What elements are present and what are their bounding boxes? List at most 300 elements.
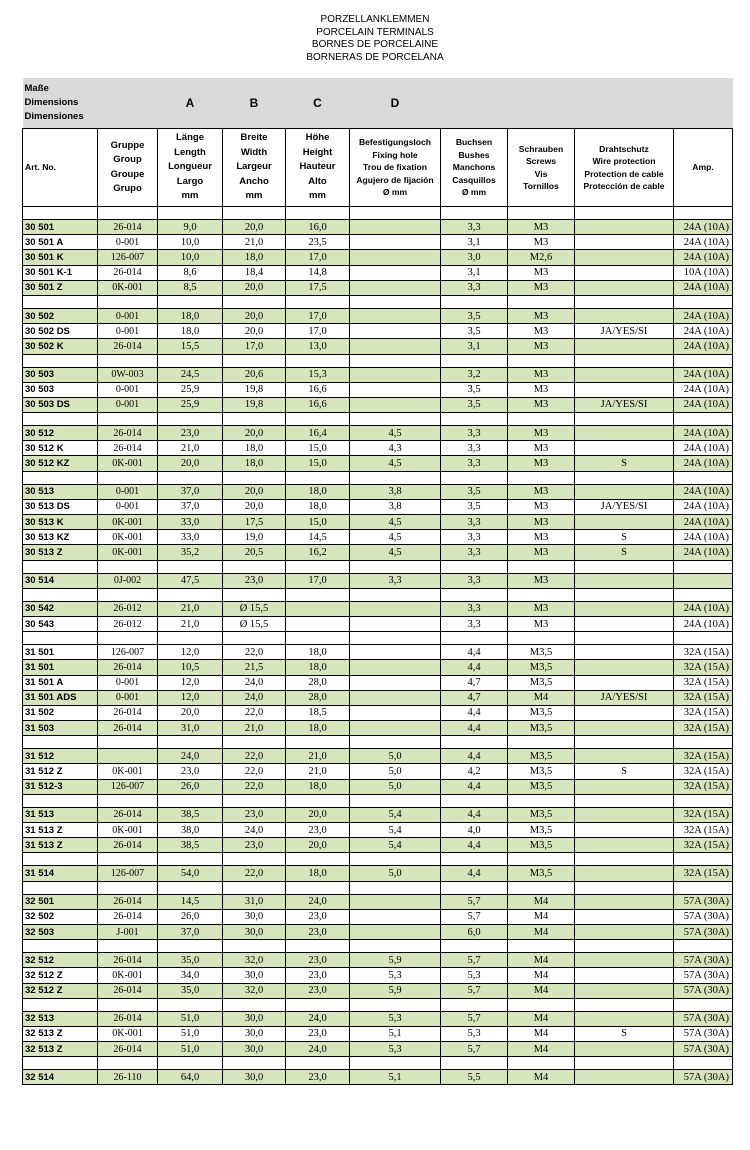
cell-width: 23,0 (223, 807, 286, 822)
cell-width: 20,0 (223, 220, 286, 235)
cell-wire-protection (575, 484, 674, 499)
cell-length: 33,0 (158, 515, 223, 530)
cell-art-no: 31 514 (23, 866, 98, 881)
header-length: Länge Length Longueur Largo mm (158, 129, 223, 207)
cell-screws: M3 (508, 308, 575, 323)
cell-group: 0-001 (98, 690, 158, 705)
cell-group: 26-014 (98, 339, 158, 354)
cell-bushes: 4,4 (441, 807, 508, 822)
cell-height: 21,0 (286, 764, 350, 779)
cell-height: 18,0 (286, 499, 350, 514)
cell-height: 16,4 (286, 426, 350, 441)
dimensions-label: Maße Dimensions Dimensiones (23, 78, 98, 129)
cell-screws: M3 (508, 367, 575, 382)
cell-art-no: 31 501 (23, 660, 98, 675)
cell-art-no: 32 513 Z (23, 1026, 98, 1041)
cell-width: 30,0 (223, 1026, 286, 1041)
cell-amp: 24A (10A) (674, 530, 733, 545)
spacer-row (23, 207, 733, 220)
cell-fixing-hole: 3,8 (350, 499, 441, 514)
cell-height: 28,0 (286, 675, 350, 690)
cell-length: 10,5 (158, 660, 223, 675)
title-de: PORZELLANKLEMMEN (320, 14, 430, 25)
cell-fixing-hole: 3,3 (350, 573, 441, 588)
cell-art-no: 30 542 (23, 601, 98, 616)
cell-width: 20,0 (223, 308, 286, 323)
table-row (23, 838, 733, 853)
table-row (23, 367, 733, 382)
spacer-row (23, 354, 733, 367)
cell-group: 0K-001 (98, 968, 158, 983)
cell-art-no: 31 502 (23, 705, 98, 720)
cell-amp: 24A (10A) (674, 397, 733, 412)
cell-height: 18,0 (286, 866, 350, 881)
cell-wire-protection (575, 968, 674, 983)
table-row (23, 280, 733, 295)
cell-amp: 57A (30A) (674, 983, 733, 998)
cell-height: 23,0 (286, 968, 350, 983)
cell-art-no: 32 512 (23, 953, 98, 968)
cell-bushes: 3,3 (441, 456, 508, 471)
cell-screws: M3,5 (508, 660, 575, 675)
cell-fixing-hole (350, 324, 441, 339)
table-row (23, 749, 733, 764)
cell-group: 26-014 (98, 983, 158, 998)
cell-screws: M3 (508, 426, 575, 441)
cell-screws: M3 (508, 456, 575, 471)
cell-screws: M3 (508, 382, 575, 397)
cell-bushes: 3,5 (441, 382, 508, 397)
cell-group: 0K-001 (98, 1026, 158, 1041)
cell-art-no: 30 503 (23, 367, 98, 382)
cell-length: 21,0 (158, 441, 223, 456)
cell-art-no: 32 503 (23, 924, 98, 939)
cell-wire-protection (575, 220, 674, 235)
cell-art-no: 32 512 Z (23, 968, 98, 983)
cell-amp: 57A (30A) (674, 953, 733, 968)
cell-height: 23,5 (286, 235, 350, 250)
cell-amp: 32A (15A) (674, 807, 733, 822)
cell-fixing-hole (350, 339, 441, 354)
cell-group: 26-014 (98, 441, 158, 456)
cell-screws: M4 (508, 1042, 575, 1057)
cell-width: 22,0 (223, 779, 286, 794)
cell-bushes: 3,3 (441, 530, 508, 545)
cell-length: 15,5 (158, 339, 223, 354)
cell-amp: 57A (30A) (674, 1011, 733, 1026)
cell-bushes: 3,5 (441, 484, 508, 499)
cell-art-no: 30 512 K (23, 441, 98, 456)
cell-screws: M4 (508, 690, 575, 705)
spacer-row (23, 940, 733, 953)
cell-screws: M3 (508, 499, 575, 514)
cell-wire-protection (575, 573, 674, 588)
table-row (23, 573, 733, 588)
cell-height: 23,0 (286, 1026, 350, 1041)
cell-height: 23,0 (286, 953, 350, 968)
cell-art-no: 31 513 Z (23, 838, 98, 853)
cell-wire-protection (575, 909, 674, 924)
cell-width: 22,0 (223, 749, 286, 764)
cell-width: 30,0 (223, 1011, 286, 1026)
table-row (23, 645, 733, 660)
cell-group: 126-007 (98, 866, 158, 881)
cell-art-no: 30 512 (23, 426, 98, 441)
cell-art-no: 30 513 DS (23, 499, 98, 514)
cell-amp: 24A (10A) (674, 250, 733, 265)
cell-group: 26-014 (98, 1011, 158, 1026)
cell-wire-protection: S (575, 764, 674, 779)
cell-amp: 57A (30A) (674, 1026, 733, 1041)
cell-group: 126-007 (98, 645, 158, 660)
cell-bushes: 4,4 (441, 705, 508, 720)
cell-amp: 32A (15A) (674, 779, 733, 794)
table-row (23, 660, 733, 675)
title-en: PORCELAIN TERMINALS (316, 26, 434, 38)
cell-bushes: 4,4 (441, 838, 508, 853)
cell-width: 20,0 (223, 426, 286, 441)
cell-bushes: 3,0 (441, 250, 508, 265)
cell-width: 21,5 (223, 660, 286, 675)
cell-bushes: 3,3 (441, 573, 508, 588)
table-row (23, 382, 733, 397)
cell-length: 18,0 (158, 308, 223, 323)
cell-bushes: 3,1 (441, 339, 508, 354)
title-fr: BORNES DE PORCELAINE (311, 39, 439, 50)
table-row (23, 515, 733, 530)
cell-length: 35,2 (158, 545, 223, 560)
cell-bushes: 3,3 (441, 280, 508, 295)
cell-length: 9,0 (158, 220, 223, 235)
cell-fixing-hole: 4,5 (350, 530, 441, 545)
cell-fixing-hole (350, 280, 441, 295)
cell-wire-protection (575, 823, 674, 838)
cell-width: 22,0 (223, 645, 286, 660)
cell-wire-protection (575, 601, 674, 616)
cell-fixing-hole (350, 616, 441, 631)
cell-art-no: 30 503 (23, 382, 98, 397)
cell-bushes: 5,7 (441, 1042, 508, 1057)
cell-fixing-hole: 5,0 (350, 749, 441, 764)
cell-width: 31,0 (223, 894, 286, 909)
cell-art-no: 30 503 DS (23, 397, 98, 412)
cell-fixing-hole: 5,9 (350, 983, 441, 998)
cell-wire-protection (575, 382, 674, 397)
cell-group: 0-001 (98, 382, 158, 397)
cell-wire-protection: S (575, 1026, 674, 1041)
cell-wire-protection (575, 807, 674, 822)
cell-fixing-hole (350, 924, 441, 939)
cell-width: 22,0 (223, 764, 286, 779)
cell-bushes: 5,5 (441, 1070, 508, 1085)
cell-screws: M4 (508, 909, 575, 924)
cell-bushes: 6,0 (441, 924, 508, 939)
cell-amp (674, 573, 733, 588)
cell-group: 0-001 (98, 484, 158, 499)
cell-group: 0K-001 (98, 764, 158, 779)
cell-length: 25,9 (158, 397, 223, 412)
cell-group: 0K-001 (98, 456, 158, 471)
cell-width: Ø 15,5 (223, 616, 286, 631)
cell-wire-protection (575, 660, 674, 675)
cell-group: 26-014 (98, 894, 158, 909)
cell-group: 26-110 (98, 1070, 158, 1085)
cell-art-no: 32 512 Z (23, 983, 98, 998)
cell-height: 23,0 (286, 823, 350, 838)
cell-amp: 24A (10A) (674, 220, 733, 235)
cell-art-no: 31 512 Z (23, 764, 98, 779)
cell-fixing-hole: 4,3 (350, 441, 441, 456)
cell-width: 21,0 (223, 235, 286, 250)
cell-fixing-hole: 5,3 (350, 968, 441, 983)
cell-fixing-hole (350, 909, 441, 924)
cell-width: 20,0 (223, 484, 286, 499)
cell-width: 24,0 (223, 823, 286, 838)
cell-screws: M4 (508, 953, 575, 968)
table-row (23, 690, 733, 705)
cell-height: 18,5 (286, 705, 350, 720)
cell-width: 32,0 (223, 983, 286, 998)
cell-bushes: 3,1 (441, 235, 508, 250)
cell-bushes: 3,1 (441, 265, 508, 280)
cell-screws: M3 (508, 441, 575, 456)
cell-fixing-hole (350, 675, 441, 690)
header-width: Breite Width Largeur Ancho mm (223, 129, 286, 207)
cell-bushes: 4,4 (441, 779, 508, 794)
cell-fixing-hole (350, 690, 441, 705)
cell-fixing-hole (350, 705, 441, 720)
cell-height: 17,0 (286, 573, 350, 588)
cell-bushes: 4,4 (441, 749, 508, 764)
cell-fixing-hole (350, 265, 441, 280)
cell-bushes: 4,2 (441, 764, 508, 779)
cell-fixing-hole: 5,0 (350, 764, 441, 779)
cell-width: 20,5 (223, 545, 286, 560)
cell-wire-protection (575, 367, 674, 382)
table-row (23, 545, 733, 560)
dim-letter-d: D (350, 78, 441, 129)
cell-screws: M3 (508, 530, 575, 545)
cell-bushes: 3,2 (441, 367, 508, 382)
cell-bushes: 4,4 (441, 866, 508, 881)
cell-group: 0-001 (98, 499, 158, 514)
cell-fixing-hole: 5,0 (350, 866, 441, 881)
cell-amp: 24A (10A) (674, 441, 733, 456)
cell-height: 23,0 (286, 1070, 350, 1085)
cell-group: 26-014 (98, 953, 158, 968)
cell-art-no: 30 501 A (23, 235, 98, 250)
cell-group: 0-001 (98, 397, 158, 412)
cell-screws: M4 (508, 968, 575, 983)
dim-letter-a: A (158, 78, 223, 129)
cell-length: 10,0 (158, 250, 223, 265)
cell-screws: M3 (508, 515, 575, 530)
cell-screws: M3,5 (508, 749, 575, 764)
spacer-row (23, 295, 733, 308)
cell-width: 18,0 (223, 441, 286, 456)
cell-amp: 24A (10A) (674, 484, 733, 499)
spacer-row (23, 853, 733, 866)
cell-wire-protection: S (575, 456, 674, 471)
cell-width: 17,5 (223, 515, 286, 530)
cell-width: 17,0 (223, 339, 286, 354)
cell-height: 18,0 (286, 645, 350, 660)
cell-bushes: 5,7 (441, 1011, 508, 1026)
cell-group: 0K-001 (98, 515, 158, 530)
cell-amp: 10A (10A) (674, 265, 733, 280)
cell-screws: M3,5 (508, 675, 575, 690)
cell-length: 64,0 (158, 1070, 223, 1085)
cell-length: 38,5 (158, 807, 223, 822)
spacer-row (23, 588, 733, 601)
cell-length: 18,0 (158, 324, 223, 339)
cell-screws: M4 (508, 1011, 575, 1026)
header-amp: Amp. (674, 129, 733, 207)
cell-screws: M3,5 (508, 721, 575, 736)
table-row (23, 456, 733, 471)
cell-length: 10,0 (158, 235, 223, 250)
cell-fixing-hole: 4,5 (350, 515, 441, 530)
cell-width: 19,8 (223, 397, 286, 412)
cell-group: 26-014 (98, 1042, 158, 1057)
cell-width: 19,0 (223, 530, 286, 545)
table-row (23, 675, 733, 690)
cell-amp: 32A (15A) (674, 645, 733, 660)
cell-amp: 32A (15A) (674, 660, 733, 675)
cell-height: 24,0 (286, 1011, 350, 1026)
cell-art-no: 32 514 (23, 1070, 98, 1085)
cell-art-no: 30 502 DS (23, 324, 98, 339)
cell-height: 18,0 (286, 721, 350, 736)
cell-wire-protection (575, 339, 674, 354)
cell-width: 20,6 (223, 367, 286, 382)
cell-screws: M3,5 (508, 807, 575, 822)
cell-length: 35,0 (158, 983, 223, 998)
cell-fixing-hole (350, 721, 441, 736)
cell-amp: 57A (30A) (674, 1042, 733, 1057)
cell-amp: 24A (10A) (674, 456, 733, 471)
cell-height: 17,5 (286, 280, 350, 295)
cell-width: 22,0 (223, 705, 286, 720)
table-row (23, 426, 733, 441)
cell-height: 20,0 (286, 838, 350, 853)
cell-length: 21,0 (158, 616, 223, 631)
cell-wire-protection (575, 426, 674, 441)
cell-art-no: 30 543 (23, 616, 98, 631)
cell-bushes: 3,5 (441, 324, 508, 339)
cell-art-no: 32 513 Z (23, 1042, 98, 1057)
cell-art-no: 31 503 (23, 721, 98, 736)
cell-fixing-hole (350, 645, 441, 660)
cell-height: 16,2 (286, 545, 350, 560)
cell-length: 34,0 (158, 968, 223, 983)
terminals-table (22, 78, 733, 1085)
header-screws: Schrauben Screws Vis Tornillos (508, 129, 575, 207)
document-titles (0, 14, 750, 64)
cell-length: 38,0 (158, 823, 223, 838)
cell-screws: M3 (508, 573, 575, 588)
cell-width: 22,0 (223, 866, 286, 881)
cell-height: 23,0 (286, 909, 350, 924)
cell-art-no: 31 512 (23, 749, 98, 764)
cell-group: 26-014 (98, 705, 158, 720)
cell-screws: M3,5 (508, 779, 575, 794)
cell-fixing-hole: 5,1 (350, 1026, 441, 1041)
cell-width: 18,0 (223, 250, 286, 265)
cell-length: 31,0 (158, 721, 223, 736)
cell-bushes: 3,3 (441, 426, 508, 441)
cell-width: 20,0 (223, 499, 286, 514)
cell-group: 26-014 (98, 909, 158, 924)
cell-length: 33,0 (158, 530, 223, 545)
cell-fixing-hole (350, 894, 441, 909)
cell-length: 25,9 (158, 382, 223, 397)
spacer-row (23, 794, 733, 807)
cell-length: 24,5 (158, 367, 223, 382)
cell-amp: 24A (10A) (674, 382, 733, 397)
cell-wire-protection (575, 1042, 674, 1057)
cell-amp: 24A (10A) (674, 499, 733, 514)
cell-art-no: 30 501 K (23, 250, 98, 265)
cell-length: 51,0 (158, 1011, 223, 1026)
cell-length: 14,5 (158, 894, 223, 909)
cell-height: 28,0 (286, 690, 350, 705)
spacer-row (23, 560, 733, 573)
table-row (23, 968, 733, 983)
cell-amp: 32A (15A) (674, 749, 733, 764)
cell-amp: 32A (15A) (674, 675, 733, 690)
cell-length: 54,0 (158, 866, 223, 881)
cell-wire-protection (575, 749, 674, 764)
cell-height (286, 601, 350, 616)
cell-bushes: 4,7 (441, 675, 508, 690)
cell-group: 0K-001 (98, 545, 158, 560)
cell-bushes: 4,0 (441, 823, 508, 838)
cell-wire-protection: JA/YES/SI (575, 690, 674, 705)
spacer-row (23, 736, 733, 749)
table-row (23, 250, 733, 265)
cell-height: 15,0 (286, 515, 350, 530)
cell-amp: 32A (15A) (674, 764, 733, 779)
cell-group: 26-014 (98, 426, 158, 441)
cell-amp: 24A (10A) (674, 339, 733, 354)
cell-amp: 57A (30A) (674, 924, 733, 939)
cell-width: 32,0 (223, 953, 286, 968)
cell-length: 12,0 (158, 675, 223, 690)
cell-screws: M3,5 (508, 823, 575, 838)
cell-art-no: 30 501 Z (23, 280, 98, 295)
cell-height: 17,0 (286, 324, 350, 339)
cell-group: 26-012 (98, 601, 158, 616)
cell-group: 126-007 (98, 250, 158, 265)
cell-wire-protection: S (575, 545, 674, 560)
cell-bushes: 3,5 (441, 397, 508, 412)
cell-art-no: 32 501 (23, 894, 98, 909)
cell-art-no: 31 501 ADS (23, 690, 98, 705)
cell-width: 18,0 (223, 456, 286, 471)
cell-width: 21,0 (223, 721, 286, 736)
cell-fixing-hole (350, 367, 441, 382)
cell-screws: M3 (508, 265, 575, 280)
column-header-row (23, 129, 733, 207)
table-row (23, 1026, 733, 1041)
cell-wire-protection (575, 515, 674, 530)
table-row (23, 894, 733, 909)
cell-wire-protection (575, 983, 674, 998)
cell-height: 15,3 (286, 367, 350, 382)
cell-bushes: 5,7 (441, 909, 508, 924)
cell-height: 15,0 (286, 441, 350, 456)
